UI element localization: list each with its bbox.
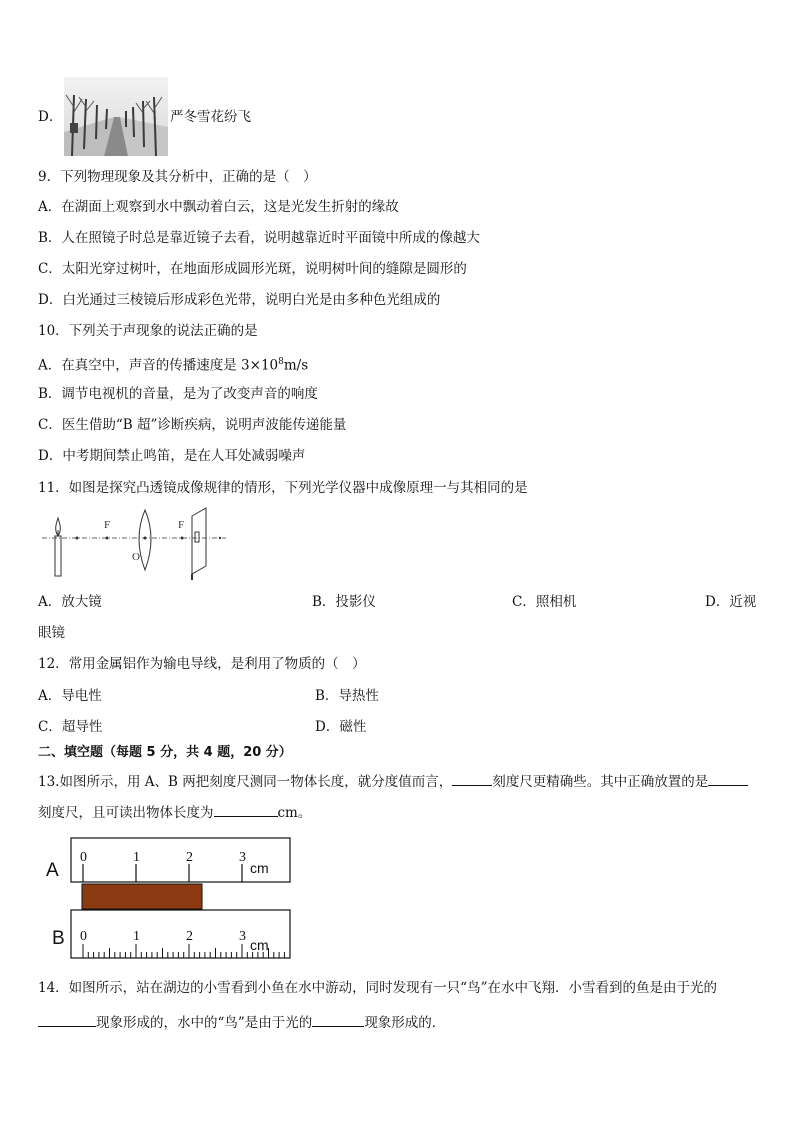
q11-option-c: C．照相机 (512, 594, 577, 610)
q13-line2 (38, 802, 311, 822)
q12-stem: 12．常用金属铝作为输电导线，是利用了物质的（ ） (38, 656, 366, 672)
q10-option-a-suffix: m/s (283, 357, 309, 374)
candle-icon (55, 518, 61, 576)
q12-option-d: D．磁性 (315, 719, 367, 735)
ruler-b-label: B (52, 928, 65, 949)
q14-part3: 现象形成的． (364, 1015, 446, 1031)
ruler-b-tick-3: 3 (239, 929, 246, 944)
ruler-a-tick-1: 1 (133, 850, 140, 865)
q14-line1: 14．如图所示，站在湖边的小雪看到小鱼在水中游动，同时发现有一只“鸟”在水中飞翔．小雪看到的鱼是由于光的 (38, 980, 717, 996)
ruler-b-tick-0: 0 (80, 929, 87, 944)
screen-icon (192, 508, 206, 580)
q13-blank-3[interactable] (214, 802, 278, 817)
convex-lens-imaging-diagram (40, 506, 230, 586)
q10-option-a-exponent: 8 (278, 357, 284, 367)
snowy-tree-lined-road-photo (64, 77, 168, 156)
q12-option-c: C．超导性 (38, 719, 103, 735)
q14-blank-2[interactable] (312, 1012, 364, 1027)
focus-f-left-label: F (104, 519, 111, 531)
focus-f-right-label: F (178, 519, 185, 531)
q9-option-d: D．白光通过三棱镜后形成彩色光带，说明白光是由多种色光组成的 (38, 292, 441, 308)
ruler-a-tick-2: 2 (186, 850, 193, 865)
ruler-measurement-diagram (40, 832, 300, 962)
ruler-b-unit: cm (250, 937, 269, 953)
ruler-b-tick-2: 2 (186, 929, 193, 944)
q14-blank-1[interactable] (38, 1012, 96, 1027)
measured-object (82, 884, 202, 909)
q12-option-a: A．导电性 (38, 688, 102, 704)
q13-part3: 刻度尺，且可读出物体长度为 (38, 805, 214, 821)
q13-blank-2[interactable] (708, 771, 748, 786)
q11-option-d-line2: 眼镜 (38, 625, 65, 641)
q8-option-d-caption: 严冬雪花纷飞 (170, 109, 251, 125)
q11-option-d-line1: D．近视 (705, 594, 757, 610)
q10-option-d: D．中考期间禁止鸣笛，是在人耳处减弱噪声 (38, 448, 306, 464)
q10-option-b: B．调节电视机的音量，是为了改变声音的响度 (38, 386, 318, 402)
section-2-heading: 二、填空题（每题 5 分，共 4 题，20 分） (38, 745, 292, 760)
ruler-a-tick-3: 3 (239, 850, 246, 865)
ruler-b-tick-1: 1 (133, 929, 140, 944)
q9-stem: 9．下列物理现象及其分析中，正确的是（ ） (38, 169, 317, 185)
q14-line2 (38, 1012, 445, 1032)
q10-option-a-prefix: A．在真空中，声音的传播速度是 3×10 (38, 357, 279, 374)
q10-stem: 10．下列关于声现象的说法正确的是 (38, 323, 258, 339)
q13-part4: cm。 (277, 805, 312, 821)
convex-lens-icon (139, 510, 151, 570)
q13-part2: 刻度尺更精确些。其中正确放置的是 (492, 774, 709, 790)
q9-option-c: C．太阳光穿过树叶，在地面形成圆形光斑，说明树叶间的缝隙是圆形的 (38, 261, 467, 277)
ruler-a-tick-0: 0 (80, 850, 87, 865)
q11-option-b: B．投影仪 (312, 594, 376, 610)
q10-option-c: C．医生借助“B 超”诊断疾病，说明声波能传递能量 (38, 417, 347, 433)
q11-option-a: A．放大镜 (38, 594, 102, 610)
q13-blank-1[interactable] (452, 771, 492, 786)
q8-option-d (38, 108, 62, 126)
q11-stem: 11．如图是探究凸透镜成像规律的情形，下列光学仪器中成像原理一与其相同的是 (38, 480, 528, 496)
q10-option-a (38, 353, 308, 375)
q8-option-d-letter: D． (38, 109, 63, 125)
q13-part1: 13.如图所示，用 A、B 两把刻度尺测同一物体长度，就分度值而言， (38, 774, 453, 790)
q9-option-b: B．人在照镜子时总是靠近镜子去看，说明越靠近时平面镜中所成的像越大 (38, 230, 480, 246)
optical-center-o-label: O (132, 551, 140, 563)
ruler-a-label: A (46, 860, 59, 881)
q14-part2: 现象形成的，水中的“鸟”是由于光的 (96, 1015, 313, 1031)
q9-option-a: A．在湖面上观察到水中飘动着白云，这是光发生折射的缘故 (38, 199, 399, 215)
ruler-a-unit: cm (250, 860, 269, 876)
q12-option-b: B．导热性 (315, 688, 379, 704)
q13-line1 (38, 771, 748, 791)
